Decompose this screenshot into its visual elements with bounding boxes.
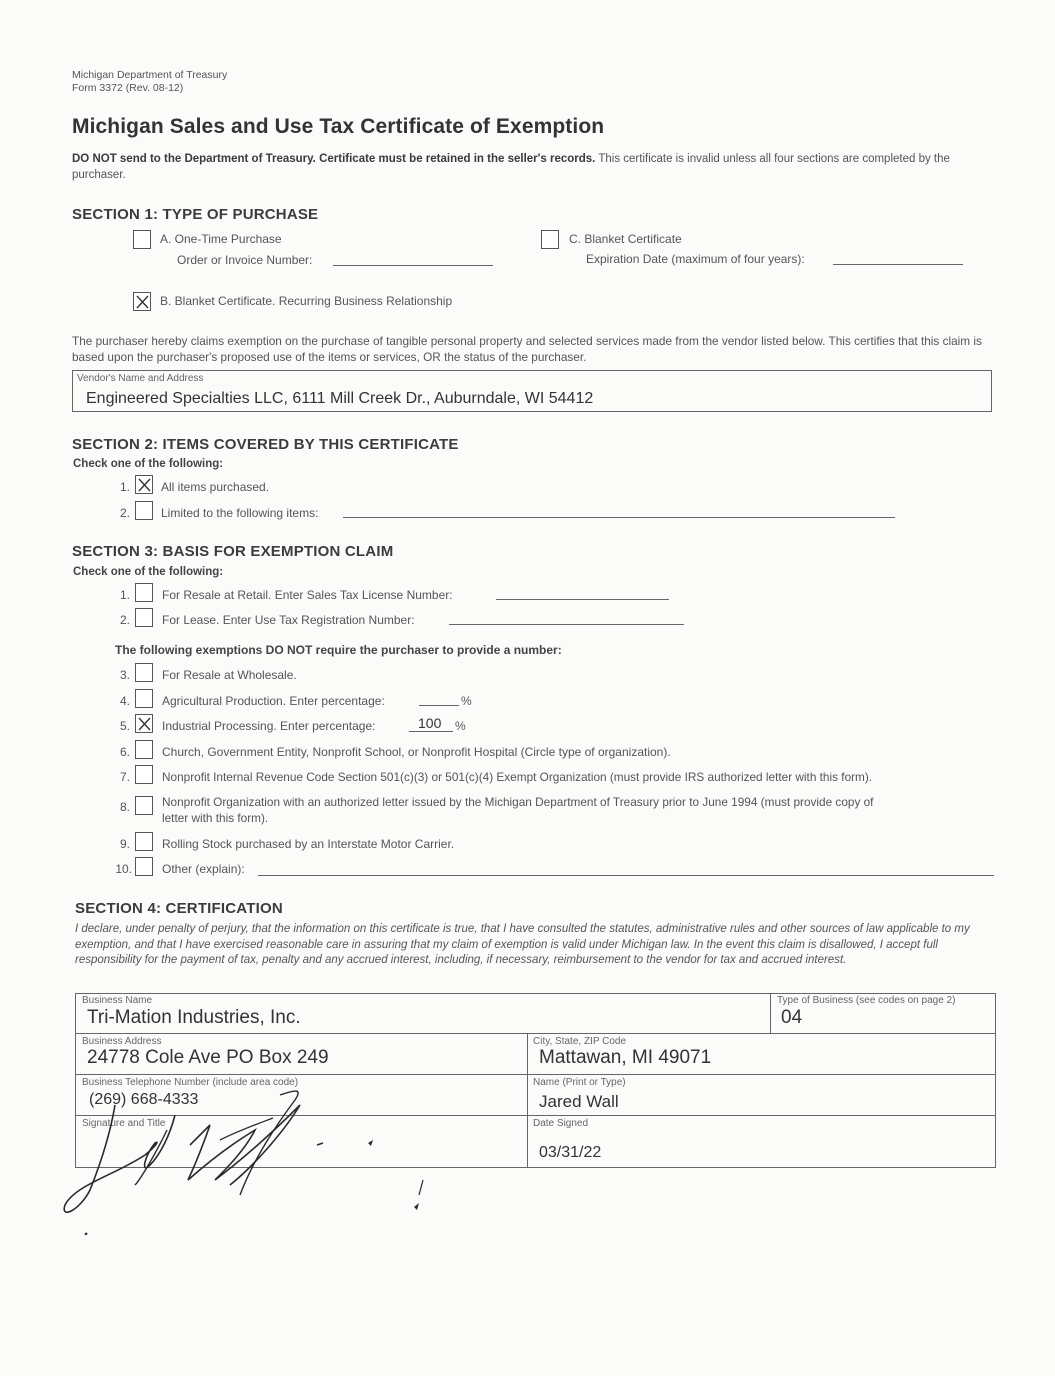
section3-item7-checkbox[interactable] (135, 765, 153, 784)
section2-item-number: 1. (119, 480, 130, 494)
handwritten-signature (55, 1085, 475, 1235)
section1-option-c-label: C. Blanket Certificate (569, 232, 682, 246)
business-type-value[interactable]: 04 (781, 1007, 803, 1028)
section3-item5-label: Industrial Processing. Enter percentage: (162, 719, 376, 733)
expiration-date-field[interactable] (833, 264, 963, 265)
section1-heading: SECTION 1: TYPE OF PURCHASE (72, 206, 319, 223)
section3-item-number: 2. (119, 613, 130, 627)
section3-item7-label: Nonprofit Internal Revenue Code Section 501(c)(3) or 501(c)(4) Exempt Organization (must provide IRS authorized letter with this form). (162, 770, 873, 784)
claim-text: The purchaser hereby claims exemption on the purchase of tangible personal property and selected services made from the vendor listed below. This certifies that this claim is based upon the purchaser's proposed use of the items or services, OR the status of the purchaser. (72, 334, 982, 364)
limited-items-field[interactable] (343, 517, 895, 518)
sales-tax-license-field[interactable] (496, 599, 669, 600)
check-x-icon (138, 478, 151, 492)
section3-item4-label: Agricultural Production. Enter percentage: (162, 694, 385, 708)
section1-option-b-checkbox[interactable] (133, 292, 151, 311)
section2-heading: SECTION 2: ITEMS COVERED BY THIS CERTIFICATE (72, 436, 459, 453)
section1-option-a-checkbox[interactable] (133, 230, 151, 249)
section3-item4-checkbox[interactable] (135, 689, 153, 708)
section3-item-number: 9. (119, 837, 130, 851)
invoice-number-field[interactable] (333, 265, 493, 266)
section3-item-number: 7. (119, 770, 130, 784)
section3-item-number: 6. (119, 745, 130, 759)
percent-sign: % (461, 694, 472, 708)
section3-item3-checkbox[interactable] (135, 663, 153, 682)
phone-label: Business Telephone Number (include area code) (82, 1077, 299, 1088)
section2-instruction: Check one of the following: (73, 458, 224, 470)
agency-name: Michigan Department of Treasury (72, 69, 228, 81)
expiration-date-label: Expiration Date (maximum of four years): (586, 252, 805, 266)
section3-item1-checkbox[interactable] (135, 583, 153, 602)
section2-item2-checkbox[interactable] (135, 501, 153, 520)
percent-sign: % (455, 719, 466, 733)
section3-item10-label: Other (explain): (162, 862, 245, 876)
section3-item8-checkbox[interactable] (135, 796, 153, 815)
section1-option-b-label: B. Blanket Certificate. Recurring Business Relationship (160, 294, 453, 308)
city-state-zip-label: City, State, ZIP Code (533, 1036, 627, 1047)
section3-item10-checkbox[interactable] (135, 857, 153, 876)
section3-item-number: 3. (119, 668, 130, 682)
section3-item1-label: For Resale at Retail. Enter Sales Tax License Number: (162, 588, 453, 602)
section3-item5-checkbox[interactable] (135, 714, 153, 733)
section3-item2-label: For Lease. Enter Use Tax Registration Number: (162, 613, 415, 627)
section2-item1-checkbox[interactable] (135, 475, 153, 494)
check-x-icon (136, 295, 149, 309)
section3-item-number: 1. (119, 588, 130, 602)
section2-item-number: 2. (119, 506, 130, 520)
section3-item-number: 4. (119, 694, 130, 708)
table-rule (75, 1033, 996, 1034)
section1-option-c-checkbox[interactable] (541, 230, 559, 249)
section3-item9-label: Rolling Stock purchased by an Interstate Motor Carrier. (162, 837, 455, 851)
industrial-percentage-value: 100 (418, 715, 442, 731)
section3-item8-label: Nonprofit Organization with an authorized letter issued by the Michigan Department of Treasury prior to June 1994 (must provide copy of (162, 795, 874, 809)
vendor-value[interactable]: Engineered Specialties LLC, 6111 Mill Creek Dr., Auburndale, WI 54412 (86, 390, 594, 407)
section1-option-a-label: A. One-Time Purchase (160, 232, 282, 246)
notice-text (72, 151, 992, 183)
form-number: Form 3372 (Rev. 08-12) (72, 82, 184, 94)
section3-item6-checkbox[interactable] (135, 740, 153, 759)
section3-instruction: Check one of the following: (73, 566, 224, 578)
notice-bold: DO NOT send to the Department of Treasury. Certificate must be retained in the seller's records. (72, 153, 596, 165)
agricultural-percentage-field[interactable] (419, 705, 459, 706)
section3-item6-label: Church, Government Entity, Nonprofit School, or Nonprofit Hospital (Circle type of organization). (162, 745, 671, 759)
check-x-icon (138, 717, 151, 731)
certification-declaration: I declare, under penalty of perjury, that the information on this certificate is true, that I have consulted the statutes, administrative rules and other sources of law applicable to my exemption, and that I have exercised reasonable care in assuring that my claim of exemption is valid under Michigan law. In the event this claim is disallowed, I accept full responsibility for the payment of tax, penalty and any accrued interest, including, if necessary, reimbursement to the vendor for tax and accrued interest. (75, 923, 970, 966)
section3-heading: SECTION 3: BASIS FOR EXEMPTION CLAIM (72, 543, 394, 560)
industrial-percentage-field[interactable] (409, 731, 453, 732)
section3-item8-label-line2: letter with this form). (162, 811, 269, 825)
vendor-label: Vendor's Name and Address (77, 373, 204, 384)
section3-item9-checkbox[interactable] (135, 832, 153, 851)
table-rule (527, 1033, 528, 1168)
business-name-label: Business Name (82, 995, 153, 1006)
phone-value[interactable]: (269) 668-4333 (89, 1091, 199, 1108)
city-state-zip-value[interactable]: Mattawan, MI 49071 (539, 1047, 712, 1068)
other-explain-field[interactable] (258, 875, 994, 876)
notice-rest: This certificate is invalid unless all four sections are completed by the purchaser. (72, 153, 950, 181)
date-signed-value[interactable]: 03/31/22 (539, 1144, 602, 1161)
section3-item-number: 10. (115, 862, 132, 876)
invoice-number-label: Order or Invoice Number: (177, 253, 313, 267)
business-name-value[interactable]: Tri-Mation Industries, Inc. (87, 1007, 301, 1028)
section3-item-number: 8. (119, 800, 130, 814)
section2-item1-label: All items purchased. (161, 480, 270, 494)
signature-label: Signature and Title (82, 1118, 166, 1129)
section3-item2-checkbox[interactable] (135, 608, 153, 627)
business-address-label: Business Address (82, 1036, 162, 1047)
section4-heading: SECTION 4: CERTIFICATION (75, 900, 283, 917)
business-address-value[interactable]: 24778 Cole Ave PO Box 249 (87, 1047, 329, 1068)
table-rule (770, 993, 771, 1033)
section2-item2-label: Limited to the following items: (161, 506, 319, 520)
table-rule (75, 1074, 996, 1075)
page-title: Michigan Sales and Use Tax Certificate of Exemption (72, 115, 605, 138)
section3-item-number: 5. (119, 719, 130, 733)
printed-name-value[interactable]: Jared Wall (539, 1092, 619, 1111)
use-tax-registration-field[interactable] (449, 624, 684, 625)
printed-name-label: Name (Print or Type) (533, 1077, 626, 1088)
no-number-note: The following exemptions DO NOT require the purchaser to provide a number: (115, 643, 562, 657)
date-signed-label: Date Signed (533, 1118, 589, 1129)
section3-item3-label: For Resale at Wholesale. (162, 668, 297, 682)
business-type-label: Type of Business (see codes on page 2) (777, 995, 956, 1006)
